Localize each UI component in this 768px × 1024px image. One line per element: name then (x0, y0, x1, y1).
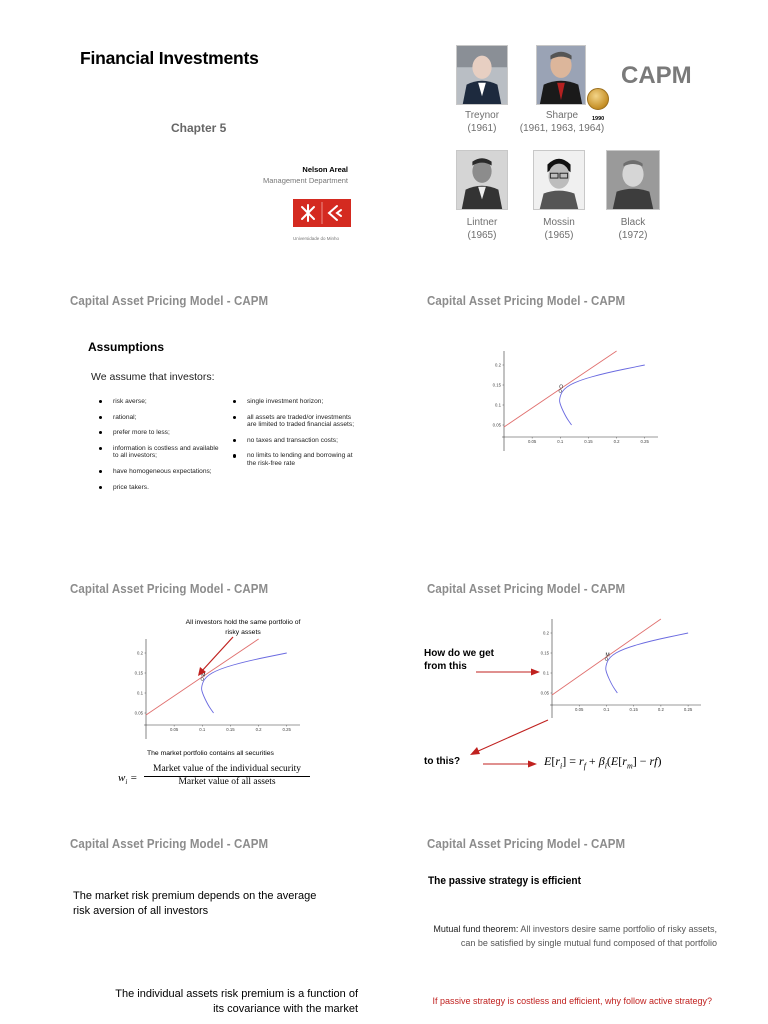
tangency-label: M (201, 672, 206, 679)
capm-equation: $E[r_i] = r_f + \beta_i(E[r_m] - rf)$ (544, 754, 662, 771)
x-tick-label: 0.15 (584, 439, 593, 444)
x-tick-label: 0.25 (683, 707, 693, 712)
nobel-medal-icon (587, 88, 609, 110)
black-label: Black (1972) (618, 217, 648, 241)
chart-caption: The market portfolio contains all securities (147, 750, 274, 757)
slide-title: Capital Asset Pricing Model - CAPM (427, 837, 626, 851)
mossin-photo (533, 150, 585, 210)
list-item: price takers. (99, 484, 225, 492)
slide-assumptions (0, 280, 384, 570)
sharpe-photo (536, 45, 586, 105)
list-item: have homogeneous expectations; (99, 468, 225, 476)
efficient-frontier (560, 365, 645, 425)
x-tick-label: 0.05 (575, 707, 584, 712)
left-bullet-list (99, 398, 225, 499)
arrow-to-chart (474, 667, 544, 677)
formula-numerator: Market value of the individual security (153, 764, 301, 774)
nobel-year: 1990 (592, 116, 605, 122)
university-name: Universidade do Minho (293, 236, 340, 241)
x-tick-label: 0.1 (557, 439, 564, 444)
arrow-chart-to-equation (464, 718, 554, 758)
annotation-arrow (190, 634, 240, 684)
author-name: Nelson Areal (302, 165, 348, 174)
tangency-label: M (605, 652, 610, 659)
mossin-label: Mossin (1965) (543, 217, 575, 241)
y-tick-label: 0.15 (134, 670, 143, 676)
sharpe-label: Sharpe (1961, 1963, 1964) (519, 110, 605, 134)
list-item: no taxes and transaction costs; (233, 437, 361, 445)
x-tick-label: 0.2 (613, 439, 620, 444)
y-tick-label: 0.1 (137, 690, 143, 696)
x-tick-label: 0.05 (527, 439, 537, 444)
slide-title: Capital Asset Pricing Model - CAPM (427, 582, 626, 596)
capm-chart (488, 345, 663, 455)
question-to-this: to this? (424, 756, 461, 767)
efficient-frontier (606, 633, 688, 693)
slide-how-do-we-get (384, 570, 768, 826)
y-tick-label: 0.1 (495, 402, 501, 408)
list-item: prefer more to less; (99, 429, 225, 437)
capm-chart (534, 613, 709, 718)
university-logo-icon (293, 199, 351, 227)
arrow-to-equation (481, 759, 541, 769)
mutual-fund-theorem: Mutual fund theorem: All investors desire same portfolio of risky assets, can be satisfied by single mutual fund composed of that portfolio (433, 924, 717, 948)
y-tick-label: 0.15 (540, 650, 549, 656)
slide-risk-premium (0, 826, 384, 1024)
tangency-label: O (559, 384, 564, 391)
university-logo (293, 199, 351, 227)
list-item: single investment horizon; (233, 398, 361, 406)
slide-title-page (0, 0, 384, 280)
x-tick-label: 0.2 (657, 707, 664, 712)
formula-denominator: Market value of all assets (178, 777, 276, 787)
slide-title: Capital Asset Pricing Model - CAPM (70, 582, 269, 596)
x-tick-label: 0.2 (255, 727, 262, 732)
y-tick-label: 0.1 (543, 670, 549, 676)
y-tick-label: 0.2 (495, 362, 501, 368)
slide-passive-strategy (384, 826, 768, 1024)
slide-title: Capital Asset Pricing Model - CAPM (70, 294, 269, 308)
y-tick-label: 0.15 (492, 382, 501, 388)
capm-heading: CAPM (621, 62, 692, 89)
x-tick-label: 0.1 (603, 707, 610, 712)
y-tick-label: 0.05 (492, 422, 501, 428)
treynor-photo (456, 45, 508, 105)
x-tick-label: 0.15 (629, 707, 638, 712)
list-item: no limits to lending and borrowing at the risk-free rate (233, 452, 361, 467)
list-item: rational; (99, 414, 225, 422)
chart-annotation: All investors hold the same portfolio of risky assets (185, 619, 301, 636)
slide-title: Capital Asset Pricing Model - CAPM (70, 837, 269, 851)
market-risk-premium-text: The market risk premium depends on the average risk aversion of all investors (73, 890, 317, 917)
x-tick-label: 0.1 (199, 727, 206, 732)
right-bullet-list (233, 398, 361, 476)
x-tick-label: 0.15 (226, 727, 235, 732)
slide-subtitle: Assumptions (88, 340, 165, 354)
slide-chart-cml (384, 280, 768, 570)
lintner-label: Lintner (1965) (466, 217, 498, 241)
y-tick-label: 0.05 (134, 710, 143, 716)
list-item: all assets are traded/or investments are limited to traded financial assets; (233, 414, 361, 429)
slide-title: Capital Asset Pricing Model - CAPM (427, 294, 626, 308)
intro-text: We assume that investors: (91, 371, 215, 383)
course-title: Financial Investments (80, 48, 259, 68)
lintner-photo (456, 150, 508, 210)
department-name: Management Department (262, 176, 348, 185)
x-tick-label: 0.05 (169, 727, 179, 732)
treynor-label: Treynor (1961) (464, 110, 500, 134)
question-from-this: How do we get from this (424, 648, 494, 672)
weight-formula: $w_i$ = Market value of the individual security Market value of all assets (118, 764, 318, 792)
x-tick-label: 0.25 (282, 727, 291, 732)
slide-market-portfolio (0, 570, 384, 826)
black-photo (606, 150, 660, 210)
list-item: information is costless and available to all investors; (99, 445, 225, 460)
asset-risk-premium-text: The individual assets risk premium is a function of its covariance with the market (115, 988, 358, 1015)
y-tick-label: 0.2 (137, 650, 143, 656)
active-strategy-question: If passive strategy is costless and efficient, why follow active strategy? (432, 996, 712, 1006)
list-item: risk averse; (99, 398, 225, 406)
slide-capm-founders (384, 0, 768, 280)
slide-subtitle: The passive strategy is efficient (428, 875, 581, 887)
y-tick-label: 0.2 (543, 630, 549, 636)
x-tick-label: 0.25 (640, 439, 649, 444)
y-tick-label: 0.05 (540, 690, 549, 696)
chapter-label: Chapter 5 (171, 121, 227, 135)
